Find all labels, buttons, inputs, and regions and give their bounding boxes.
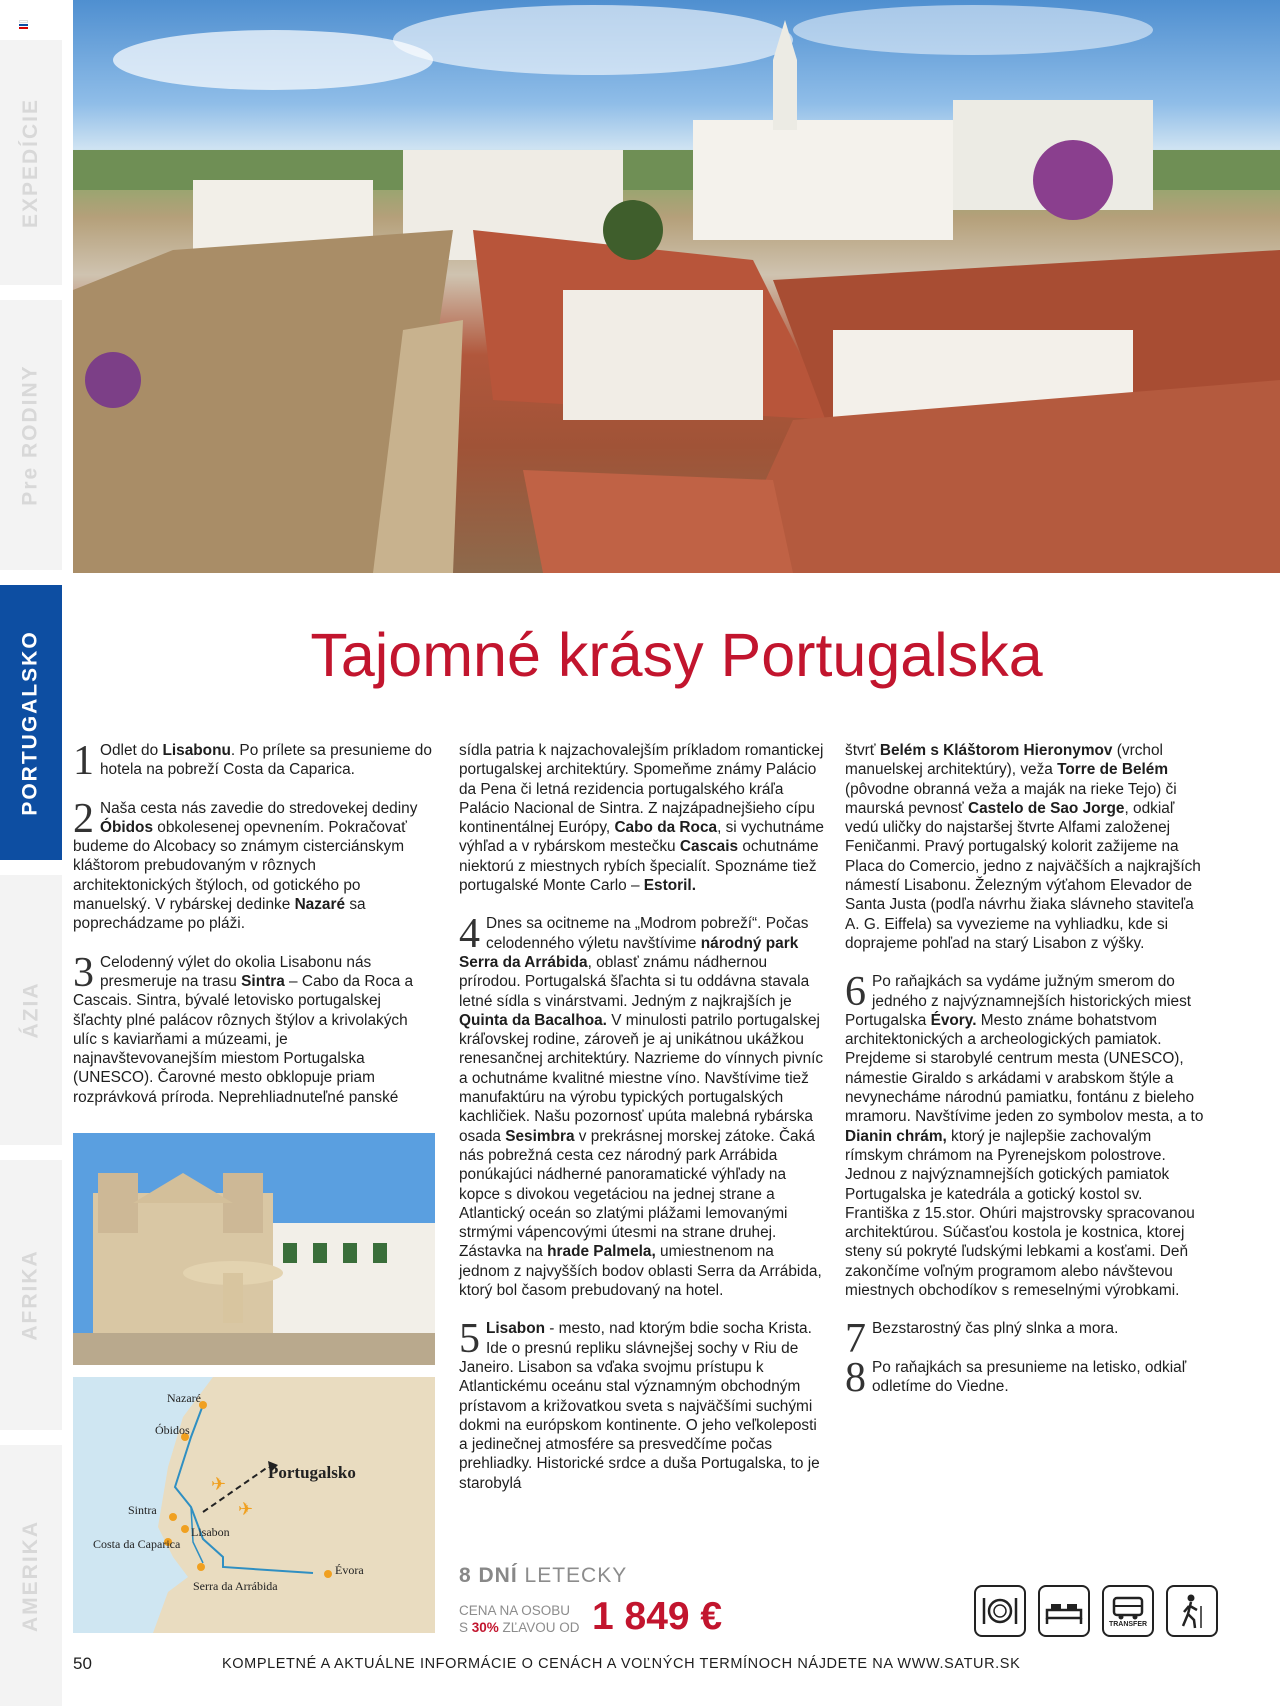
map-country-label: Portugalsko bbox=[268, 1463, 356, 1482]
price-per-person-label: CENA NA OSOBU bbox=[459, 1603, 571, 1618]
transport-type: LETECKY bbox=[524, 1564, 628, 1587]
map-place-lisabon: Lisabon bbox=[191, 1525, 230, 1539]
program-column-2 bbox=[459, 741, 824, 1512]
program-column-1 bbox=[73, 738, 433, 1126]
tab-portugalsko[interactable]: PORTUGALSKO bbox=[0, 585, 62, 860]
discount-label: S 30% ZĽAVOU OD bbox=[459, 1620, 580, 1635]
route-map bbox=[73, 1377, 435, 1633]
day-3-continued: sídla patria k najzachovalejším príkladom romantickej portugalskej architektúry. Spomeňme známy Palácio da Pena či letná rezidencia portugalského kráľa Palácio Nacional de Sintra. Z najzápadnejšieho cípu kontinentálnej Európy, Cabo da Roca, si vychutnáme výhľad a v rybárskom mestečku Cascais ochutnáme niektorú z miestnych rybích špecialít. Spoznáme tiež portugalské Monte Carlo – Estoril. bbox=[459, 742, 824, 895]
map-place-evora: Évora bbox=[335, 1563, 364, 1577]
hiking-icon bbox=[1166, 1585, 1218, 1637]
map-place-costa-da-caparica: Costa da Caparica bbox=[93, 1537, 181, 1551]
transfer-bus-icon bbox=[1102, 1585, 1154, 1637]
footer-info: KOMPLETNÉ A AKTUÁLNE INFORMÁCIE O CENÁCH A VOĽNÝCH TERMÍNOCH NÁJDETE NA WWW.SATUR.SK bbox=[222, 1656, 1021, 1672]
bed-icon bbox=[1038, 1585, 1090, 1637]
side-navigation bbox=[0, 0, 62, 1706]
day-6-paragraph: 6 Po raňajkách sa vydáme južným smerom do jedného z najvýznamnejších historických miest Portugalska Évory. Mesto známe bohatstvom architektonických a archeologických pamiatok. Prejdeme si starobylé centrum mesta (UNESCO), námestie Giraldo s arkádami v arabskom štýle a nevynecháme národnú pamiatku, fontánu z bieleho mramoru. Navštívime jeden zo symbolov mesta, a to Dianin chrám, ktorý je najlepšie zachovalým rímskym chrámom na Pyrenejskom polostrove. Jednou z najvýznamnejších gotických pamiatok Portugalska je katedrála a gotický kostol sv. Františka z 15.stor. Ohúri majstrovsky spracovanou architektúrou. Súčasťou kostola je kostnica, ktorej steny sú pokryté ľudskými lebkami a kosťami. Deň zakončíme voľným programom alebo návštevou miestnych obchodíkov s remeselnými výrobkami. bbox=[845, 969, 1204, 1300]
map-place-sintra: Sintra bbox=[128, 1503, 157, 1517]
flag-icon bbox=[19, 20, 28, 28]
page-title: Tajomné krásy Portugalska bbox=[310, 621, 1043, 689]
service-icons bbox=[974, 1585, 1218, 1637]
program-column-3 bbox=[845, 741, 1205, 1415]
price-amount: 1 849 € bbox=[592, 1595, 723, 1638]
day-3-paragraph: 3 Celodenný výlet do okolia Lisabonu nás presmeruje na trasu Sintra – Cabo da Roca a Cascais. Sintra, bývalé letovisko portugalskej šľachty plné palácov rôznych štýlov a krivolakých ulíc s kaviarňami a múzeami, je najnavštevovanejším miestom Portugalska (UNESCO). Čarovné mesto obklopuje priam rozprávková príroda. Neprehliadnuteľné panské bbox=[73, 949, 414, 1106]
map-place-serra-da-arrabida: Serra da Arrábida bbox=[193, 1579, 278, 1593]
tab-afrika[interactable]: AFRIKA bbox=[0, 1160, 62, 1430]
map-place-nazare: Nazaré bbox=[167, 1391, 201, 1405]
meals-icon bbox=[974, 1585, 1026, 1637]
day-5-continued: štvrť Belém s Kláštorom Hieronymov (vrchol manuelskej architektúry), veža Torre de Belém (pôvodne obranná veža a maják na rieke Tejo) či maurská pevnosť Castelo de Sao Jorge, odkiaľ vedú uličky do najstaršej štvrte Alfami založenej Feničanmi. Pravý portugalský kolorit zažijeme na Placa do Comercio, jedno z najväčších a najkrajších námestí Lisabonu. Železným výťahom Elevador de Santa Justa (podľa návrhu žiaka slávneho staviteľa A. G. Eiffela) sa vyvezieme na vyhliadku, kde si doprajeme pohľad na starý Lisabon z výšky. bbox=[845, 742, 1201, 952]
day-4-paragraph: 4 Dnes sa ocitneme na „Modrom pobreží“. Počas celodenného výletu navštívime národný park Serra da Arrábida, oblasť známu nádhernou prírodou. Portugalská šľachta si tu oddávna stavala letné sídla s vinárstvami. Jedným z najkrajších je Quinta da Bacalhoa. V minulosti patrilo portugalskej kráľovskej rodine, zároveň je aj unikátnou ukážkou renesančnej architektúry. Nazrieme do vínnych pivníc a ochutnáme kvalitné miestne víno. Navštívime tiež manufaktúru na výrobu typických portugalských kachličiek. Našu pozornosť upúta malebná rybárska osada Sesimbra v prekrásnej morskej zátoke. Čaká nás pobrežná cesta cez národný park Arrábida ponúkajúci nádherné panoramatické výhľady na kopce s divokou vegetáciou na jednej strane a Atlantický oceán so zlatými plážami lemovanými strmými vápencovými útesmi na strane druhej. Zástavka na hrade Palmela, umiestnenom na jednom z najvyšších bodov oblasti Serra da Arrábida, ktorý bol časom prebudovaný na hotel. bbox=[459, 911, 824, 1300]
tab-amerika[interactable]: AMERIKA bbox=[0, 1445, 62, 1706]
trip-days: 8 DNÍ bbox=[459, 1564, 518, 1587]
day-5-paragraph: 5 Lisabon - mesto, nad ktorým bdie socha Krista. Ide o presnú repliku slávnejšej sochy v Riu de Janeiro. Lisabon sa vďaka svojmu prístupu k Atlantickému oceánu stal významným obchodným prístavom a križovatkou sveta s najväčšími suchými dokmi na európskom kontinente. O jeho veľkoleposti a jedinečnej atmosfére sa presvedčíme počas prehliadky. Historické srdce a duša Portugalska, to je starobylá bbox=[459, 1316, 820, 1492]
tab-expedicie[interactable]: EXPEDÍCIE bbox=[0, 40, 62, 285]
day-8-paragraph: 8 Po raňajkách sa presunieme na letisko, odkiaľ odletíme do Viedne. bbox=[845, 1354, 1187, 1401]
price-box bbox=[459, 1564, 723, 1638]
tab-pre-rodiny[interactable]: Pre RODINY bbox=[0, 300, 62, 570]
day-2-paragraph: 2 Naša cesta nás zavedie do stredovekej dediny Óbidos obkolesenej opevnením. Pokračovať budeme do Alcobacy so známym cisterciánskym kláštorom prebudovaným v rôznych architektonických štýloch, od gotického po manuelský. V rybárskej dedinke Nazaré sa poprechádzame po pláži. bbox=[73, 795, 418, 933]
page-number: 50 bbox=[73, 1654, 92, 1673]
day-7-paragraph: 7 Bezstarostný čas plný slnka a mora. bbox=[845, 1316, 1119, 1363]
svg-text:✈: ✈ bbox=[211, 1474, 227, 1494]
evora-square-photo bbox=[73, 1133, 435, 1365]
day-1-paragraph: 1 Odlet do Lisabonu. Po prílete sa presunieme do hotela na pobreží Costa da Caparica. bbox=[73, 738, 432, 784]
hero-photo-obidos bbox=[73, 0, 1280, 573]
svg-text:✈: ✈ bbox=[238, 1499, 254, 1519]
transfer-label: TRANSFER bbox=[1108, 1620, 1148, 1628]
tab-azia[interactable]: ÁZIA bbox=[0, 875, 62, 1145]
map-place-obidos: Óbidos bbox=[155, 1423, 190, 1437]
